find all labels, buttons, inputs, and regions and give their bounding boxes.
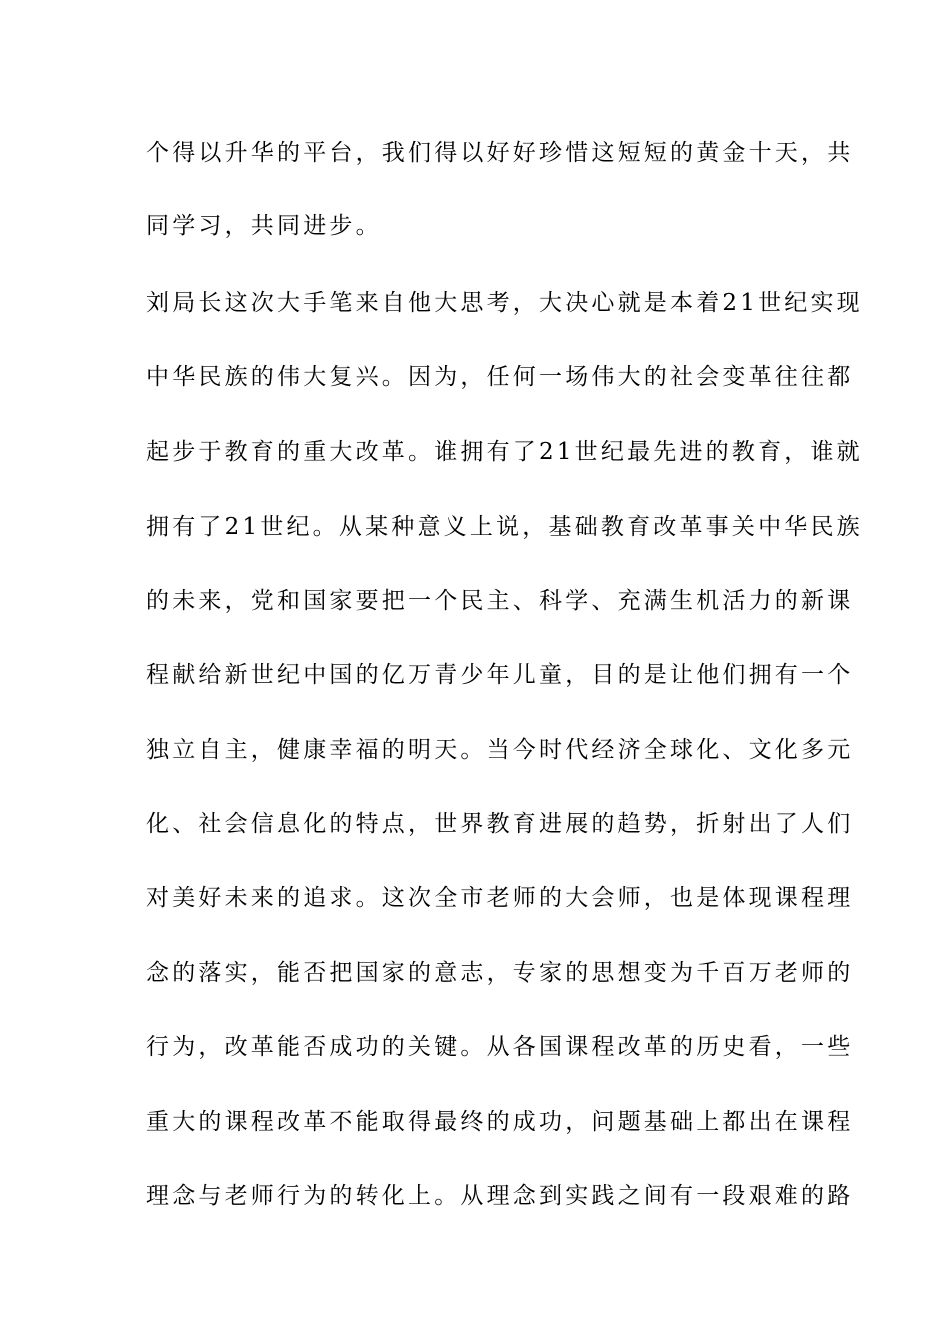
text-line: 程献给新世纪中国的亿万青少年儿童，目的是让他们拥有一个 (146, 662, 854, 688)
text-line: 同学习，共同进步。 (146, 213, 382, 239)
text-line: 念的落实，能否把国家的意志，专家的思想变为千百万老师的 (146, 960, 854, 986)
text-line: 中华民族的伟大复兴。因为，任何一场伟大的社会变革往往都 (146, 364, 854, 390)
text-line: 重大的课程改革不能取得最终的成功，问题基础上都出在课程 (146, 1109, 854, 1135)
text-line: 刘局长这次大手笔来自他大思考，大决心就是本着21世纪实现 (146, 290, 863, 316)
text-line: 行为，改革能否成功的关键。从各国课程改革的历史看，一些 (146, 1034, 854, 1060)
text-line: 的未来，党和国家要把一个民主、科学、充满生机活力的新课 (146, 588, 854, 614)
text-line: 理念与老师行为的转化上。从理念到实践之间有一段艰难的路 (146, 1183, 854, 1209)
text-line: 个得以升华的平台，我们得以好好珍惜这短短的黄金十天，共 (146, 140, 854, 166)
text-line: 独立自主，健康幸福的明天。当今时代经济全球化、文化多元 (146, 737, 854, 763)
text-line: 化、社会信息化的特点，世界教育进展的趋势，折射出了人们 (146, 811, 854, 837)
text-line: 拥有了21世纪。从某种意义上说，基础教育改革事关中华民族 (146, 514, 863, 540)
text-line: 对美好未来的追求。这次全市老师的大会师，也是体现课程理 (146, 885, 854, 911)
text-line: 起步于教育的重大改革。谁拥有了21世纪最先进的教育，谁就 (146, 439, 863, 465)
